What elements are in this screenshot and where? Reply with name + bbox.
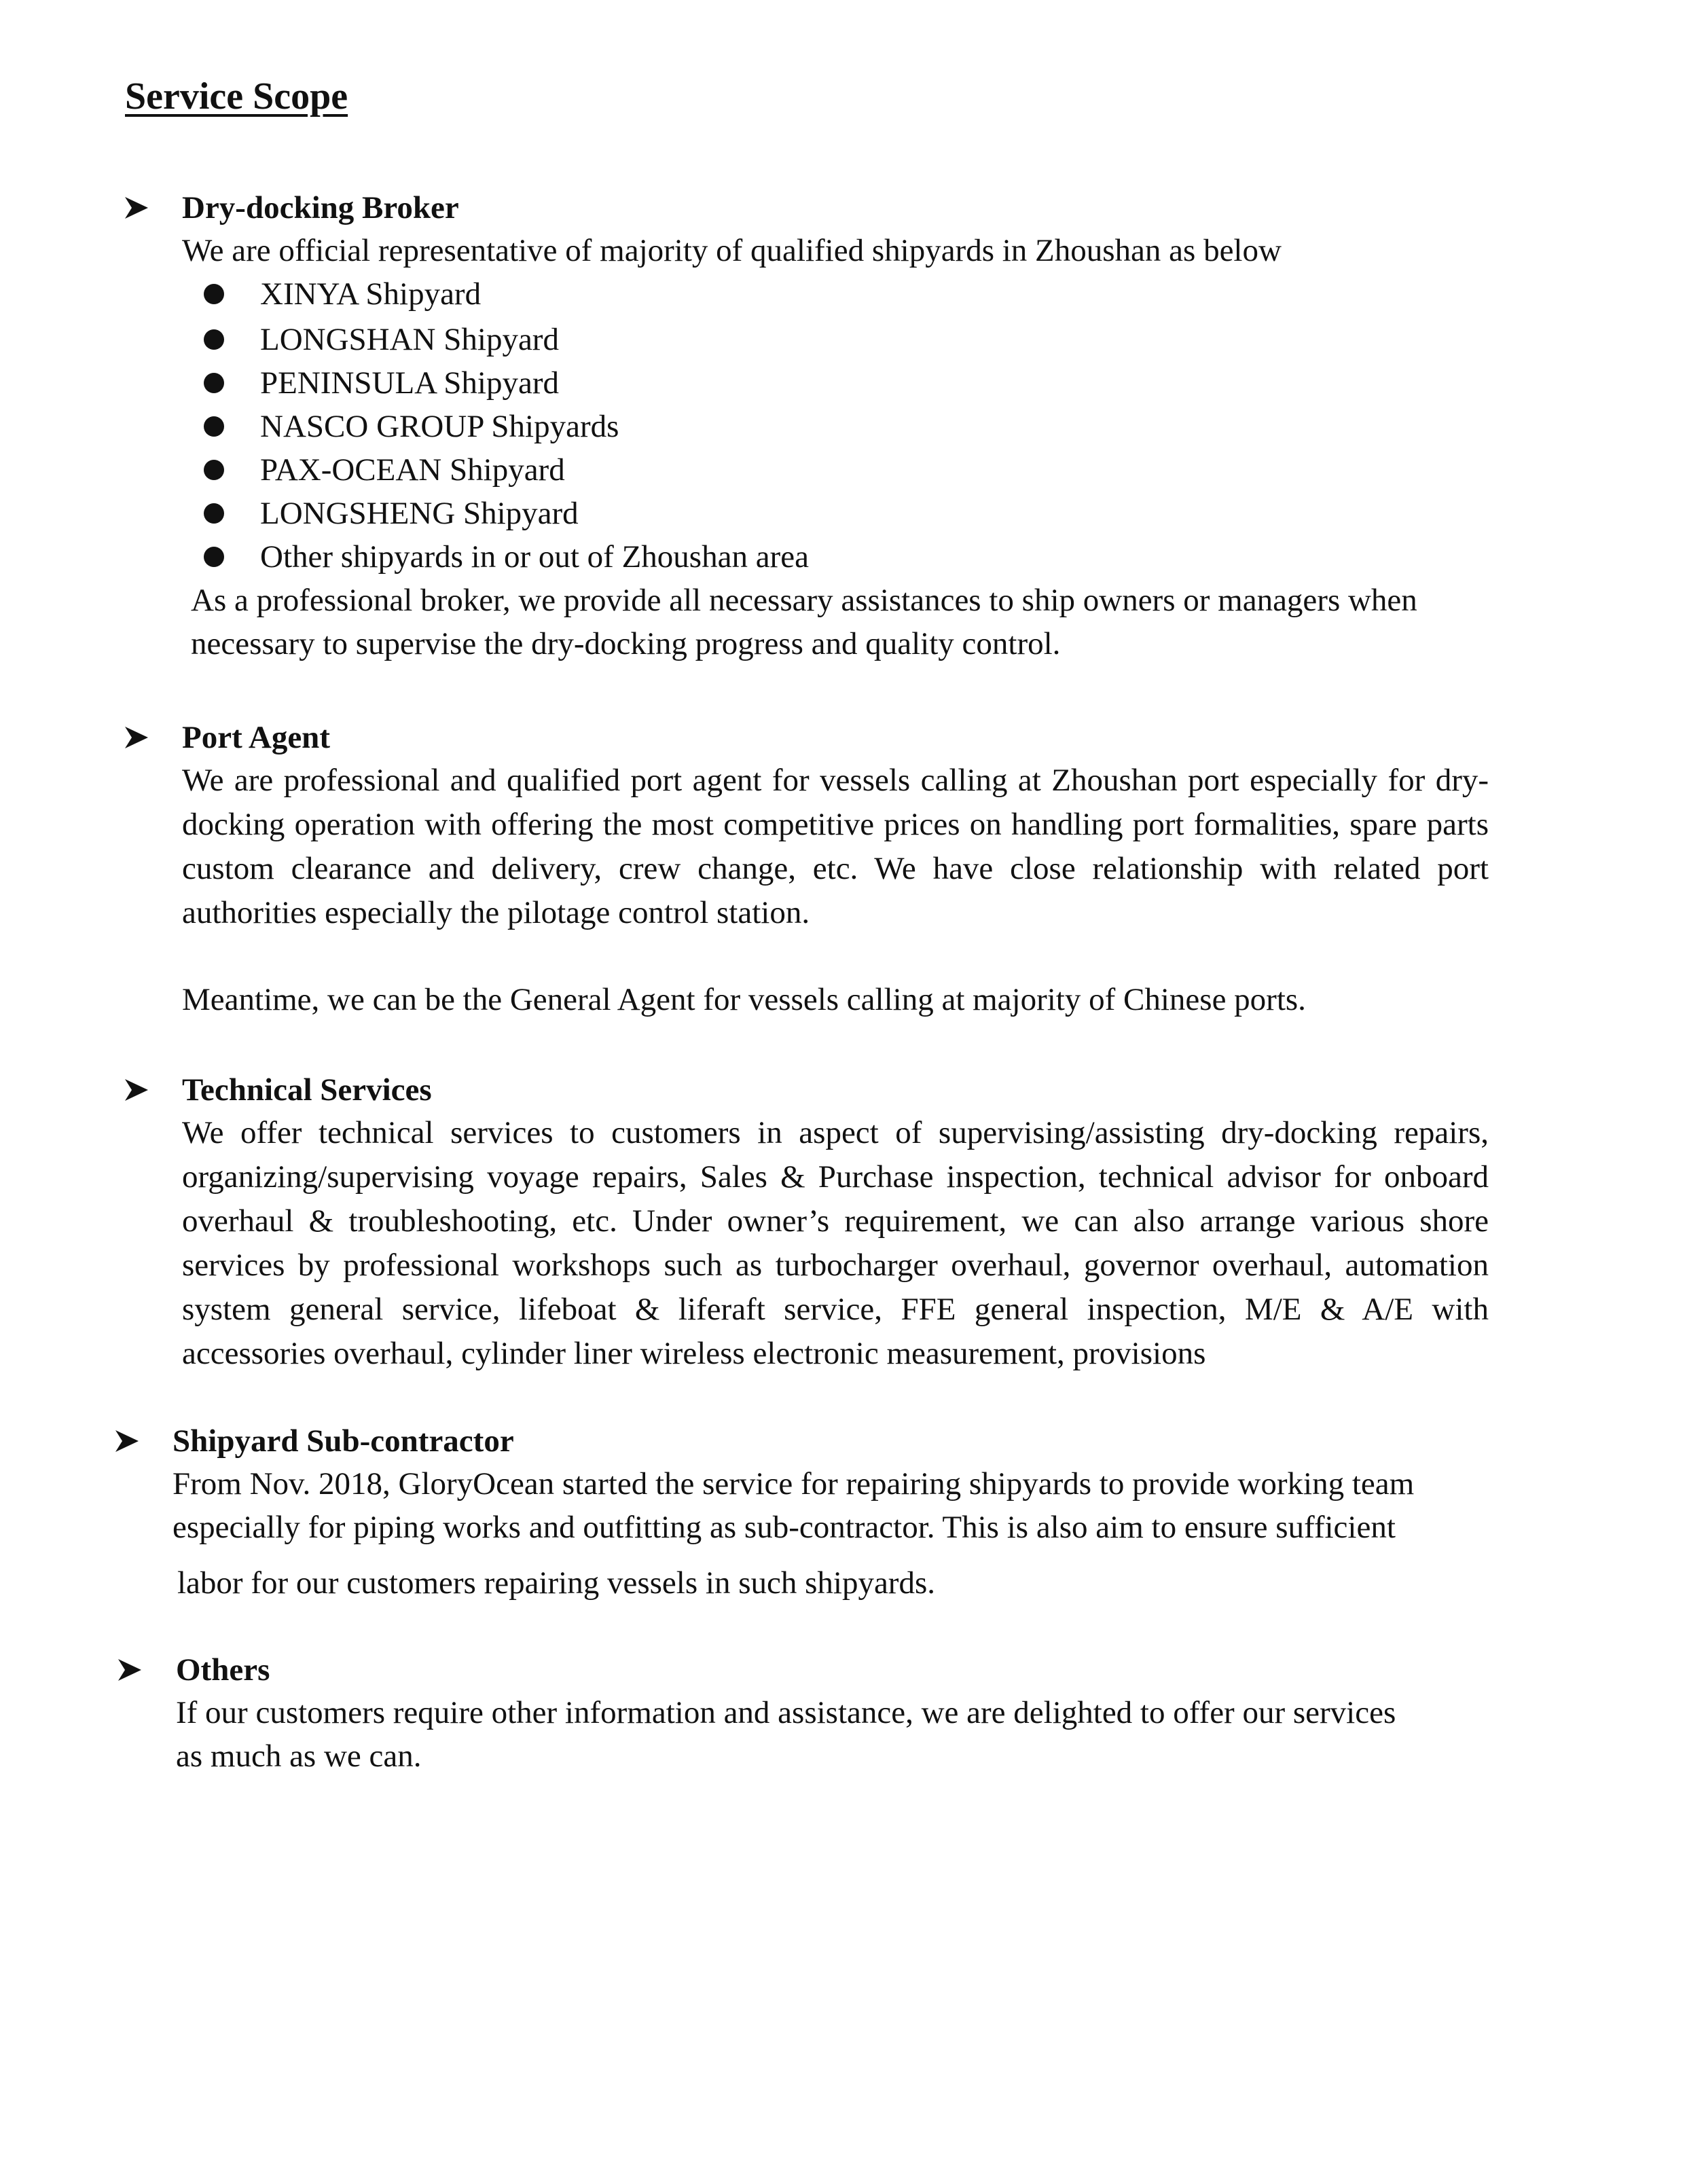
section-intro: We are official representative of majority of qualified shipyards in Zhoushan as below [182, 233, 1282, 268]
bullet-dot-icon [204, 460, 224, 480]
section-body-line: as much as we can. [176, 1739, 422, 1774]
bullet-dot-icon [204, 329, 224, 350]
arrow-bullet-icon [118, 1658, 141, 1681]
section-body-line: especially for piping works and outfitting as sub-contractor. This is also aim to ensure sufficient [173, 1510, 1396, 1545]
arrow-bullet-icon [125, 196, 148, 219]
section-outro-line: As a professional broker, we provide all necessary assistances to ship owners or managers when [191, 583, 1417, 618]
arrow-bullet-icon [125, 726, 148, 749]
section-heading: Port Agent [182, 720, 330, 755]
section-heading: Shipyard Sub-contractor [173, 1423, 514, 1459]
arrow-bullet-icon [125, 1078, 148, 1102]
arrow-bullet-icon [115, 1430, 139, 1453]
section-body: We offer technical services to customers in aspect of supervising/assisting dry-docking repairs, organizing/supervising voyage repairs, Sales & Purchase inspection, technical advisor for onboard overhaul & troubleshooting, etc. Under owner’s requirement, we can also arrange various shore services by professional workshops such as turbocharger overhaul, governor overhaul, automation system general service, lifeboat & liferaft service, FFE general inspection, M/E & A/E with accessories overhaul, cylinder liner wireless electronic measurement, provisions [182, 1115, 1489, 1371]
section-outro-line: necessary to supervise the dry-docking progress and quality control. [191, 626, 1061, 661]
bullet-dot-icon [204, 547, 224, 567]
section-body-line: From Nov. 2018, GloryOcean started the service for repairing shipyards to provide working team [173, 1466, 1415, 1502]
section-body: We are professional and qualified port agent for vessels calling at Zhoushan port especially for dry-docking operation with offering the most competitive prices on handling port formalities, spare parts custom clearance and delivery, crew change, etc. We have close relationship with related port authorities especially the pilotage control station. [182, 763, 1489, 930]
section-body-line: If our customers require other information and assistance, we are delighted to offer our services [176, 1695, 1396, 1730]
section-heading: Dry-docking Broker [182, 190, 459, 225]
section-heading: Technical Services [182, 1072, 432, 1108]
bullet-dot-icon [204, 416, 224, 437]
bullet-dot-icon [204, 503, 224, 524]
page-title: Service Scope [125, 75, 348, 117]
section-heading: Others [176, 1652, 270, 1688]
section-body-line: labor for our customers repairing vessels in such shipyards. [177, 1565, 935, 1601]
section-body-second: Meantime, we can be the General Agent for vessels calling at majority of Chinese ports. [182, 982, 1306, 1017]
bullet-dot-icon [204, 373, 224, 393]
document-page: Service Scope Dry-docking Broker We are official representative of majority of qualified shipyards in Zhoushan as below XINYA Shipyard LONGSHAN Shipyard PENINSULA Shipyard NASCO GROUP Shipyards PAX-OCEAN Shipyard LONGSHENG Shipyard Other shipyards in or out of Zhoushan area As a professional broker, we provide all necessary assistances to ship owners or managers when necessary to supervise the dry-docking progress and quality control. Port Agent We are professional and qualified port agent for vessels calling at Zhoushan port especially for dry-docking operation with offering the most competitive prices on handling port formalities, spare parts custom clearance and delivery, crew change, etc. We have close relationship with related port authorities especially the pilotage control station. Meantime, we can be the General Agent for vessels calling at majority of Chinese ports. Technical Services We offer technical services to customers in aspect of supervising/assisting dry-docking repairs, organizing/supervising voyage repairs, Sales & Purchase inspection, technical advisor for onboard overhaul & troubleshooting, etc. Under owner’s requirement, we can also arrange various shore services by professional workshops such as turbocharger overhaul, governor overhaul, automation system general service, lifeboat & liferaft service, FFE general inspection, M/E & A/E with accessories overhaul, cylinder liner wireless electronic measurement, provisions Shipyard Sub-contractor From Nov. 2018, GloryOcean started the service for repairing shipyards to provide working team especially for piping works and outfitting as sub-contractor. This is also aim to ensure sufficient labor for our customers repairing vessels in such shipyards. Others If our customers require other information and assistance, we are delighted to offer our services as much as we can. [0, 0, 1687, 2184]
bullet-dot-icon [204, 284, 224, 304]
